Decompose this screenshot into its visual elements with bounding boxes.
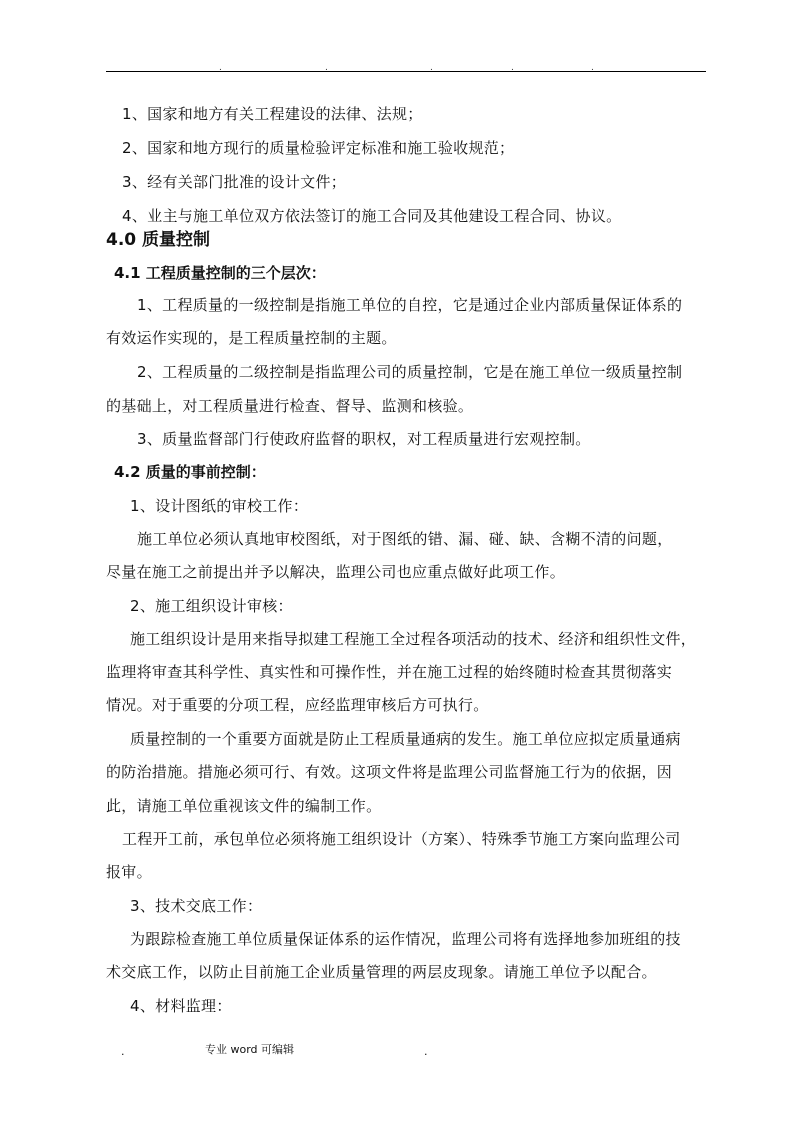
paragraph-line: 的基础上，对工程质量进行检查、督导、监测和核验。 [106, 397, 474, 415]
basis-item: 2、国家和地方现行的质量检验评定标准和施工验收规范； [122, 139, 515, 157]
paragraph-line: 3、质量监督部门行使政府监督的职权，对工程质量进行宏观控制。 [137, 430, 591, 448]
section-heading-4-0: 4.0 质量控制 [106, 230, 211, 250]
paragraph-line: 施工单位必须认真地审校图纸，对于图纸的错、漏、碰、缺、含糊不清的问题， [137, 530, 673, 548]
paragraph-line: 的防治措施。措施必须可行、有效。这项文件将是监理公司监督施工行为的依据，因 [106, 763, 673, 781]
basis-item: 1、国家和地方有关工程建设的法律、法规； [122, 105, 423, 123]
header-dot: . [219, 63, 222, 73]
paragraph-line: 报审。 [106, 863, 152, 881]
paragraph-line: 情况。对于重要的分项工程，应经监理审核后方可执行。 [106, 696, 489, 714]
paragraph-line: 术交底工作，以防止目前施工企业质量管理的两层皮现象。请施工单位予以配合。 [106, 963, 657, 981]
subsection-title: 3、技术交底工作： [130, 897, 263, 915]
footer-dot: . [424, 1045, 428, 1058]
subsection-title: 4、材料监理： [130, 997, 232, 1015]
header-dot: . [325, 63, 328, 73]
header-dot: . [591, 63, 594, 73]
paragraph-line: 施工组织设计是用来指导拟建工程施工全过程各项活动的技术、经济和组织性文件， [130, 630, 697, 648]
header-dot: . [511, 63, 514, 73]
footer-dot: . [121, 1045, 125, 1058]
paragraph-line: 有效运作实现的，是工程质量控制的主题。 [106, 329, 397, 347]
footer-label: 专业 word 可编辑 [205, 1043, 295, 1056]
paragraph-line: 工程开工前，承包单位必须将施工组织设计（方案）、特殊季节施工方案向监理公司 [122, 830, 681, 848]
basis-item: 3、经有关部门批准的设计文件； [122, 173, 347, 191]
header-dot: . [430, 63, 433, 73]
paragraph-line: 质量控制的一个重要方面就是防止工程质量通病的发生。施工单位应拟定质量通病 [130, 730, 681, 748]
paragraph-line: 监理将审查其科学性、真实性和可操作性，并在施工过程的始终随时检查其贯彻落实 [106, 663, 673, 681]
paragraph-line: 尽量在施工之前提出并予以解决，监理公司也应重点做好此项工作。 [106, 563, 566, 581]
basis-item: 4、业主与施工单位双方依法签订的施工合同及其他建设工程合同、协议。 [122, 207, 622, 225]
paragraph-line: 2、工程质量的二级控制是指监理公司的质量控制，它是在施工单位一级质量控制 [137, 363, 683, 381]
section-heading-4-1: 4.1 工程质量控制的三个层次： [114, 264, 326, 282]
subsection-title: 1、设计图纸的审校工作： [130, 497, 309, 515]
paragraph-line: 此，请施工单位重视该文件的编制工作。 [106, 797, 382, 815]
paragraph-line: 1、工程质量的一级控制是指施工单位的自控，它是通过企业内部质量保证体系的 [137, 296, 683, 314]
section-heading-4-2: 4.2 质量的事前控制： [114, 463, 266, 481]
header-rule [106, 71, 706, 72]
paragraph-line: 为跟踪检查施工单位质量保证体系的运作情况，监理公司将有选择地参加班组的技 [130, 930, 681, 948]
subsection-title: 2、施工组织设计审核： [130, 597, 293, 615]
